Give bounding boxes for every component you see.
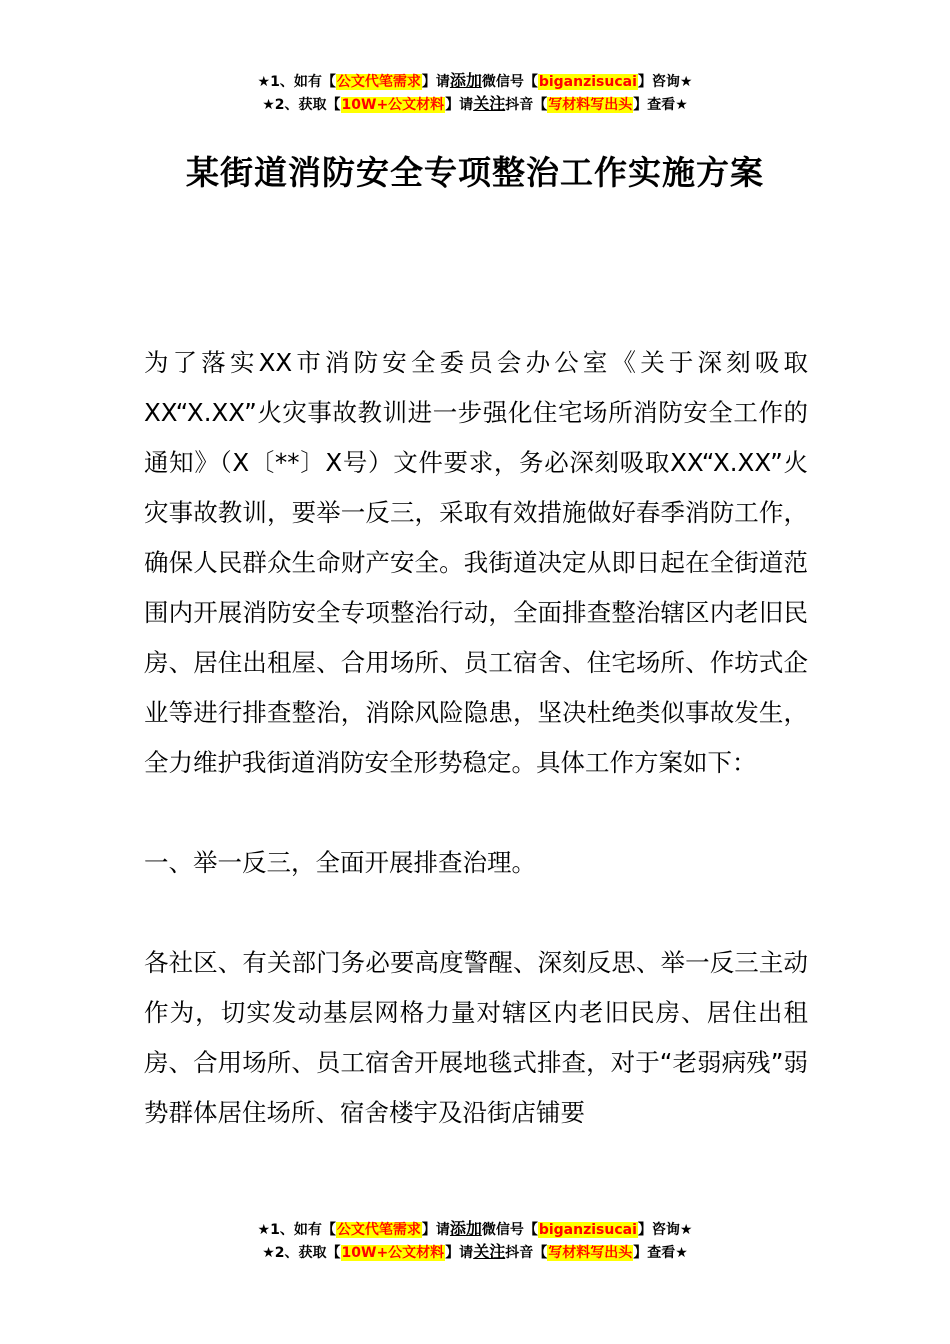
highlight-service: 公文代笔需求 bbox=[336, 1222, 421, 1238]
section-heading-1: 一、举一反三，全面开展排查治理。 bbox=[144, 848, 536, 877]
banner-line-1 bbox=[0, 1218, 950, 1241]
banner-text: 】请 bbox=[421, 74, 450, 90]
document-title: 某街道消防安全专项整治工作实施方案 bbox=[186, 153, 764, 192]
banner-emphasis: 添加 bbox=[449, 71, 482, 90]
highlight-wechat-id: biganzisucai bbox=[538, 74, 637, 90]
banner-text: 】查看★ bbox=[633, 1245, 688, 1261]
highlight-materials: 10W+公文材料 bbox=[341, 1245, 445, 1261]
banner-text: 抖音【 bbox=[505, 1245, 548, 1261]
banner-emphasis: 关注 bbox=[473, 94, 506, 113]
banner-line-1 bbox=[0, 70, 950, 93]
banner-line-2 bbox=[0, 1241, 950, 1264]
header-banner bbox=[0, 70, 950, 116]
footer-banner bbox=[0, 1218, 950, 1264]
highlight-service: 公文代笔需求 bbox=[336, 74, 421, 90]
banner-emphasis: 关注 bbox=[473, 1242, 506, 1261]
banner-text: 】查看★ bbox=[633, 97, 688, 113]
banner-text: 】请 bbox=[421, 1222, 450, 1238]
highlight-wechat-id: biganzisucai bbox=[538, 1222, 637, 1238]
banner-text: 】咨询★ bbox=[637, 74, 693, 90]
paragraph-intro: 为了落实XX市消防安全委员会办公室《关于深刻吸取XX“X.XX”火灾事故教训进一步强化住宅场所消防安全工作的通知》（X〔**〕X号）文件要求，务必深刻吸取XX“X.XX”火灾事故教训，要举一反三，采取有效措施做好春季消防工作，确保人民群众生命财产安全。我街道决定从即日起在全街道范围内开展消防安全专项整治行动，全面排查整治辖区内老旧民房、居住出租屋、合用场所、员工宿舍、住宅场所、作坊式企业等进行排查整治，消除风险隐患，坚决杜绝类似事故发生，全力维护我街道消防安全形势稳定。具体工作方案如下： bbox=[144, 348, 808, 777]
highlight-materials: 10W+公文材料 bbox=[341, 97, 445, 113]
banner-text: ★2、获取【 bbox=[262, 1245, 341, 1261]
highlight-douyin-account: 写材料写出头 bbox=[548, 1245, 633, 1261]
banner-text: ★1、如有【 bbox=[257, 74, 336, 90]
banner-text: 】咨询★ bbox=[637, 1222, 693, 1238]
banner-text: ★1、如有【 bbox=[257, 1222, 336, 1238]
banner-emphasis: 添加 bbox=[449, 1219, 482, 1238]
banner-text: 】请 bbox=[445, 97, 474, 113]
paragraph-section-1: 各社区、有关部门务必要高度警醒、深刻反思、举一反三主动作为，切实发动基层网格力量对辖区内老旧民房、居住出租房、合用场所、员工宿舍开展地毯式排查，对于“老弱病残”弱势群体居住场所、宿舍楼宇及沿街店铺要 bbox=[144, 948, 808, 1127]
banner-text: 微信号【 bbox=[481, 1222, 538, 1238]
highlight-douyin-account: 写材料写出头 bbox=[548, 97, 633, 113]
banner-line-2 bbox=[0, 93, 950, 116]
banner-text: ★2、获取【 bbox=[262, 97, 341, 113]
banner-text: 】请 bbox=[445, 1245, 474, 1261]
document-body bbox=[144, 338, 808, 1138]
banner-text: 微信号【 bbox=[481, 74, 538, 90]
banner-text: 抖音【 bbox=[505, 97, 548, 113]
